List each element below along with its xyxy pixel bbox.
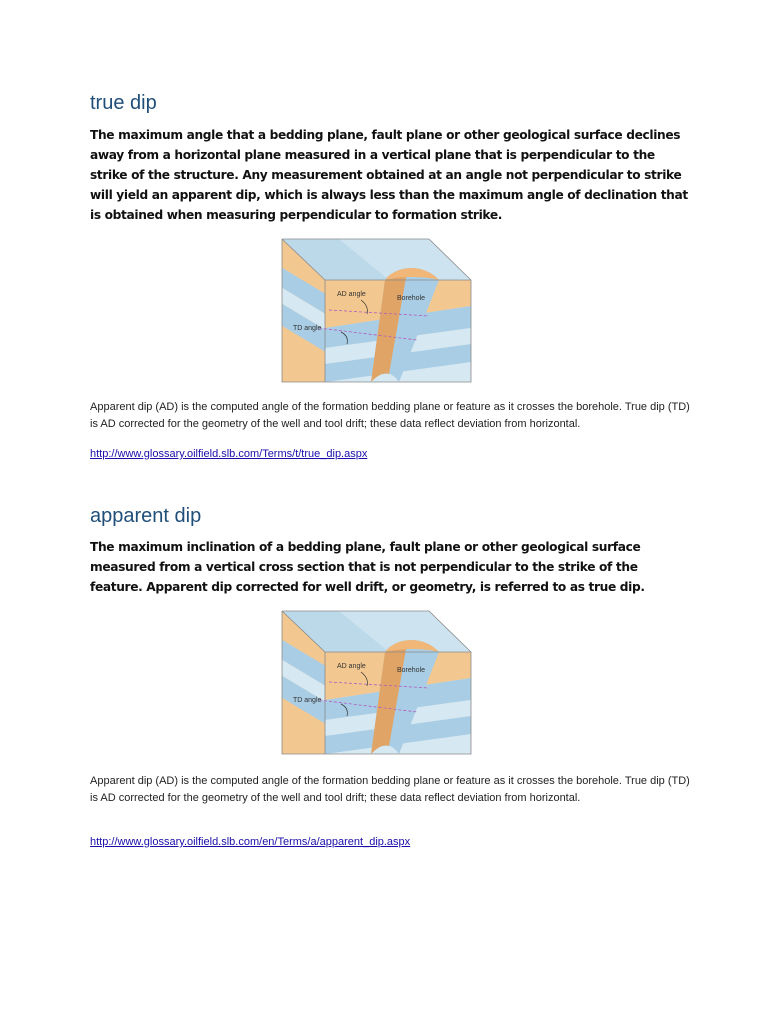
- borehole-dip-diagram: [279, 608, 473, 756]
- td-angle-label: TD angle: [293, 697, 322, 704]
- figure-caption-apparent-dip: Apparent dip (AD) is the computed angle of the formation bedding plane or feature as it crosses the borehole. True dip (TD) is AD corrected for the geometry of the well and tool drift; these data reflect deviation from horizontal.: [90, 775, 690, 804]
- definition-true-dip: The maximum angle that a bedding plane, fault plane or other geological surface declines away from a horizontal plane measured in a vertical plane that is perpendicular to the strike of the structure. Any measurement obtained at an angle not perpendicular to strike will yield an apparent dip, which is always less than the maximum angle of declination that is obtained when measuring perpendicular to formation strike.: [90, 128, 688, 222]
- source-link-true-dip[interactable]: http://www.glossary.oilfield.slb.com/Terms/t/true_dip.aspx: [90, 448, 368, 460]
- borehole-label: Borehole: [397, 295, 426, 302]
- source-link-apparent-dip[interactable]: http://www.glossary.oilfield.slb.com/en/Terms/a/apparent_dip.aspx: [90, 836, 411, 848]
- section-heading-true-dip: true dip: [90, 92, 157, 114]
- ad-angle-label: AD angle: [337, 291, 366, 298]
- borehole-label: Borehole: [397, 667, 426, 674]
- borehole-dip-diagram: [279, 236, 473, 384]
- ad-angle-label: AD angle: [337, 663, 366, 670]
- borehole-dip-illustration: [279, 608, 473, 756]
- section-heading-apparent-dip: apparent dip: [90, 505, 202, 527]
- figure-caption-true-dip: Apparent dip (AD) is the computed angle of the formation bedding plane or feature as it crosses the borehole. True dip (TD) is AD corrected for the geometry of the well and tool drift; these data reflect deviation from horizontal.: [90, 401, 690, 430]
- definition-apparent-dip: The maximum inclination of a bedding plane, fault plane or other geological surface measured from a vertical cross section that is not perpendicular to the strike of the feature. Apparent dip corrected for well drift, or geometry, is referred to as true dip.: [90, 540, 645, 594]
- borehole-dip-illustration: [279, 236, 473, 384]
- td-angle-label: TD angle: [293, 325, 322, 332]
